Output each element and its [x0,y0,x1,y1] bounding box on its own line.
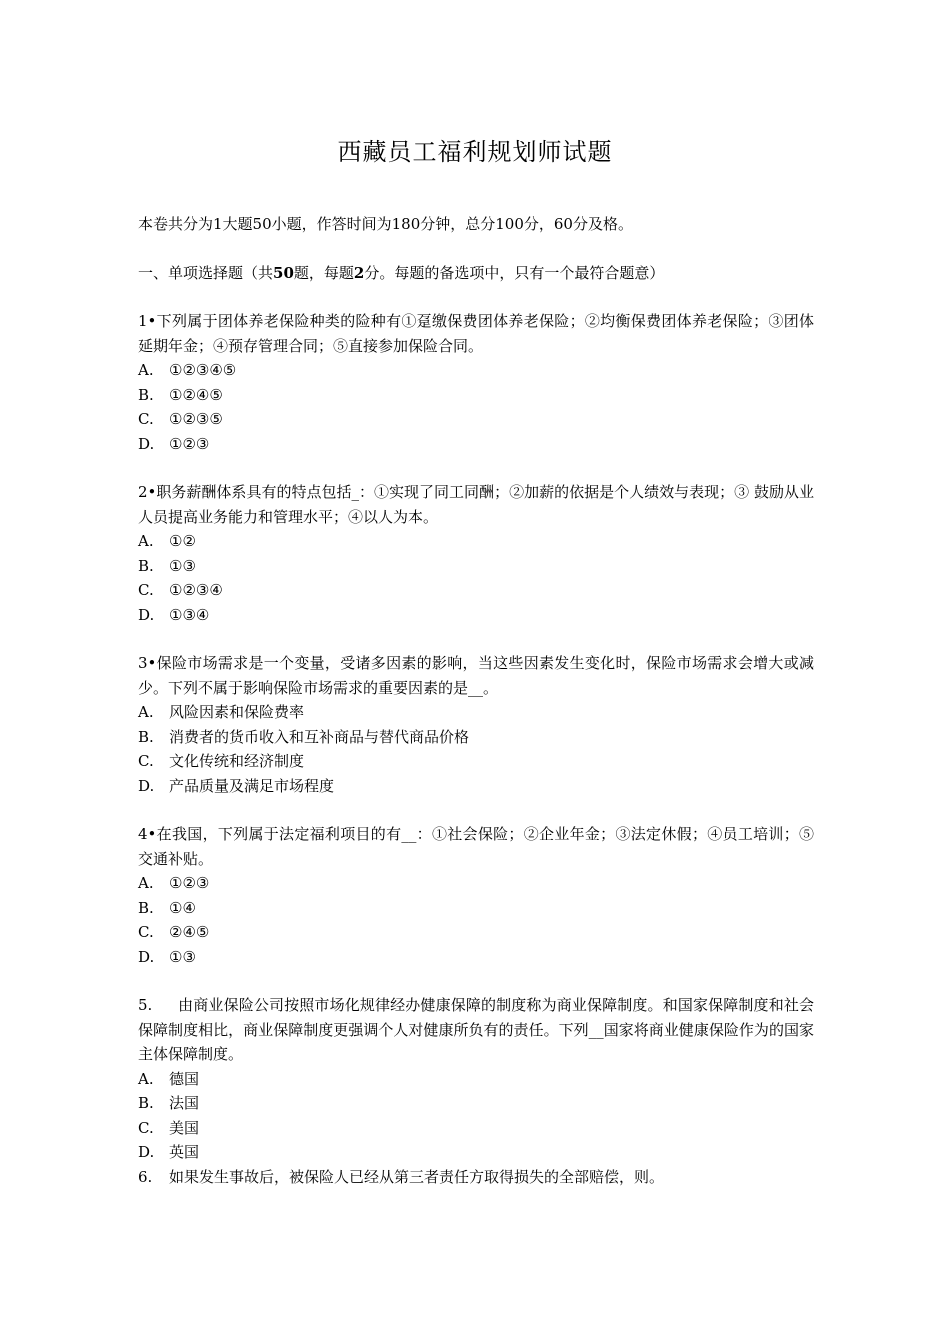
section-prefix: 一、单项选择题（共 [138,263,274,282]
option-text: 产品质量及满足市场程度 [169,776,335,795]
option-d [138,774,814,799]
option-letter: C. [138,923,154,941]
section-suffix: 分。每题的备选项中，只有一个最符合题意） [364,263,665,282]
question-stem [138,993,814,1067]
option-text: ①④ [169,898,196,917]
option-text: 法国 [169,1094,200,1112]
option-c [138,407,814,432]
question-2 [138,480,814,627]
option-letter: D. [138,605,155,624]
option-text: 德国 [169,1069,200,1088]
option-text: 美国 [169,1118,200,1137]
option-c [138,920,814,945]
question-3 [138,651,814,798]
option-text: ①③④ [169,605,210,624]
option-c [138,1116,814,1141]
option-letter: C. [138,581,154,599]
question-number: 6. [138,1167,153,1186]
option-a [138,1067,814,1092]
option-letter: A. [138,532,154,550]
option-letter: A. [138,1069,154,1088]
option-letter: B. [138,1094,154,1112]
option-a [138,871,814,896]
question-4 [138,822,814,969]
option-text: ①③ [169,556,196,575]
option-letter: B. [138,385,154,404]
option-c [138,578,814,603]
option-text: ①②③ [169,434,210,453]
option-a [138,700,814,725]
option-letter: D. [138,434,155,453]
option-a [138,529,814,554]
option-text: ①③ [169,947,196,966]
question-number: 5. [138,996,153,1014]
option-letter: B. [138,556,154,575]
option-text: 风险因素和保险费率 [169,703,305,721]
option-letter: C. [138,1118,154,1137]
option-b [138,554,814,579]
question-stem: 3•保险市场需求是一个变量，受诸多因素的影响，当这些因素发生变化时，保险市场需求会增大或减少。下列不属于影响保险市场需求的重要因素的是__。 [138,654,814,697]
question-stem: 1•下列属于团体养老保险种类的险种有①趸缴保费团体养老保险；②均衡保费团体养老保险；③团体延期年金；④预存管理合同；⑤直接参加保险合同。 [138,312,814,355]
option-d [138,603,814,628]
option-b [138,383,814,408]
option-d [138,1140,814,1165]
option-text: ①②③ [169,874,210,892]
option-text: 文化传统和经济制度 [169,752,305,770]
option-letter: A. [138,703,154,721]
document-body [138,212,814,1189]
option-letter: D. [138,1143,155,1161]
option-letter: D. [138,947,155,966]
option-d [138,432,814,457]
question-stem: 2•职务薪酬体系具有的特点包括_：①实现了同工同酬；②加薪的依据是个人绩效与表现；③ 鼓励从业人员提高业务能力和管理水平；④以人为本。 [138,483,814,526]
option-letter: C. [138,752,154,770]
exam-intro: 本卷共分为1大题50小题，作答时间为180分钟，总分100分，60分及格。 [138,215,633,233]
section-mid: 题，每题 [293,263,354,282]
option-text: ②④⑤ [169,923,210,941]
option-letter: C. [138,410,154,428]
question-text: 由商业保险公司按照市场化规律经办健康保障的制度称为商业保障制度。和国家保障制度和社会保障制度相比，商业保障制度更强调个人对健康所负有的责任。下列__国家将商业健康保险作为的国家主体保障制度。 [138,996,814,1063]
option-letter: B. [138,727,154,746]
question-1 [138,309,814,456]
question-stem: 如果发生事故后，被保险人已经从第三者责任方取得损失的全部赔偿，则。 [169,1167,665,1186]
question-stem: 4•在我国，下列属于法定福利项目的有__：①社会保险；②企业年金；③法定休假；④员工培训；⑤交通补贴。 [138,825,814,868]
option-text: ①②③⑤ [169,410,223,428]
option-b [138,1091,814,1116]
option-text: ①②③④ [169,581,223,599]
document-title: 西藏员工福利规划师试题 [337,138,613,166]
option-letter: D. [138,776,155,795]
option-b [138,725,814,750]
section-heading [138,261,814,286]
option-text: ①②③④⑤ [169,361,237,379]
question-6 [138,1165,814,1190]
option-letter: A. [138,361,154,379]
option-letter: A. [138,874,154,892]
option-letter: B. [138,898,154,917]
section-points: 2 [353,263,365,282]
section-count: 50 [273,263,294,282]
option-text: ①② [169,532,196,550]
option-c [138,749,814,774]
option-a [138,358,814,383]
option-b [138,896,814,921]
option-text: 英国 [169,1143,200,1161]
option-text: ①②④⑤ [169,385,223,404]
option-text: 消费者的货币收入和互补商品与替代商品价格 [169,727,470,746]
question-5 [138,993,814,1165]
option-d [138,945,814,970]
